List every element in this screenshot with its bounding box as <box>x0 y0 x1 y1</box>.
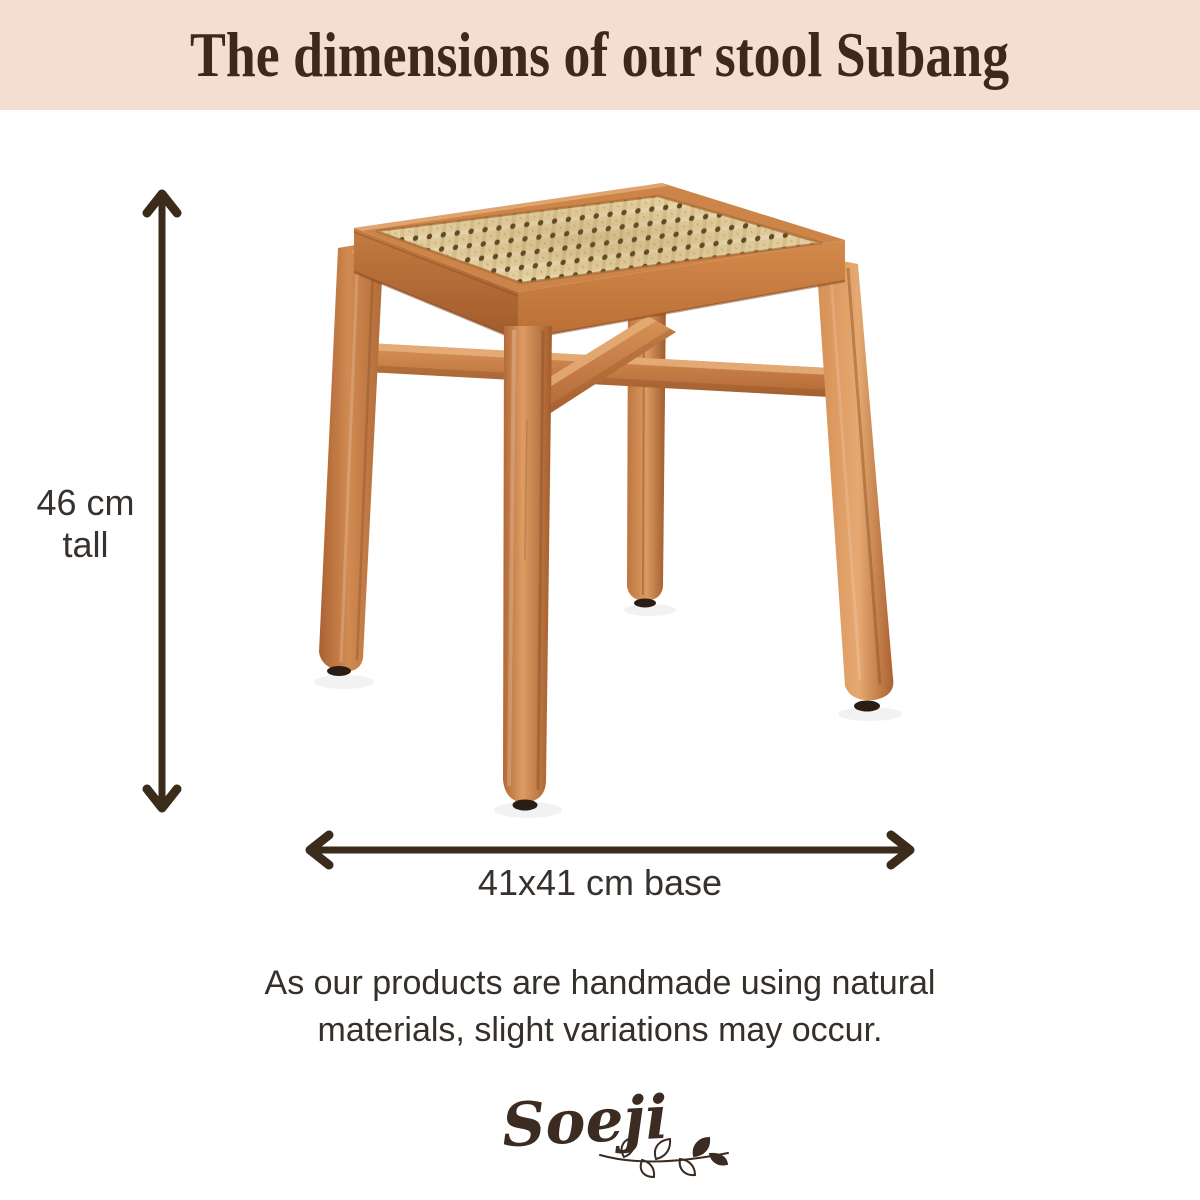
height-dimension-label <box>8 482 163 566</box>
stool-foot-cap <box>513 800 538 811</box>
header-banner <box>0 0 1200 110</box>
note-line-1: As our products are handmade using natural <box>264 964 936 1002</box>
stool-foot-cap <box>634 599 656 608</box>
stool-foot-cap <box>854 701 880 712</box>
stool-right-leg <box>816 256 893 700</box>
page-title: The dimensions of our stool Subang <box>190 19 1010 90</box>
height-unit: tall <box>62 524 109 565</box>
stool-foot-cap <box>327 666 351 676</box>
logo-wordmark: Soeji <box>500 1082 670 1162</box>
height-value: 46 cm <box>36 482 135 523</box>
foot-shadow <box>314 675 374 689</box>
base-dimension-label: 41x41 cm base <box>477 862 723 903</box>
stool-photo <box>290 170 910 830</box>
stool-left-leg <box>319 240 384 671</box>
handmade-note <box>150 960 1050 1054</box>
brand-logo <box>480 1082 760 1200</box>
note-line-2: materials, slight variations may occur. <box>317 1011 883 1049</box>
branch-leaves-icon <box>598 1131 732 1181</box>
